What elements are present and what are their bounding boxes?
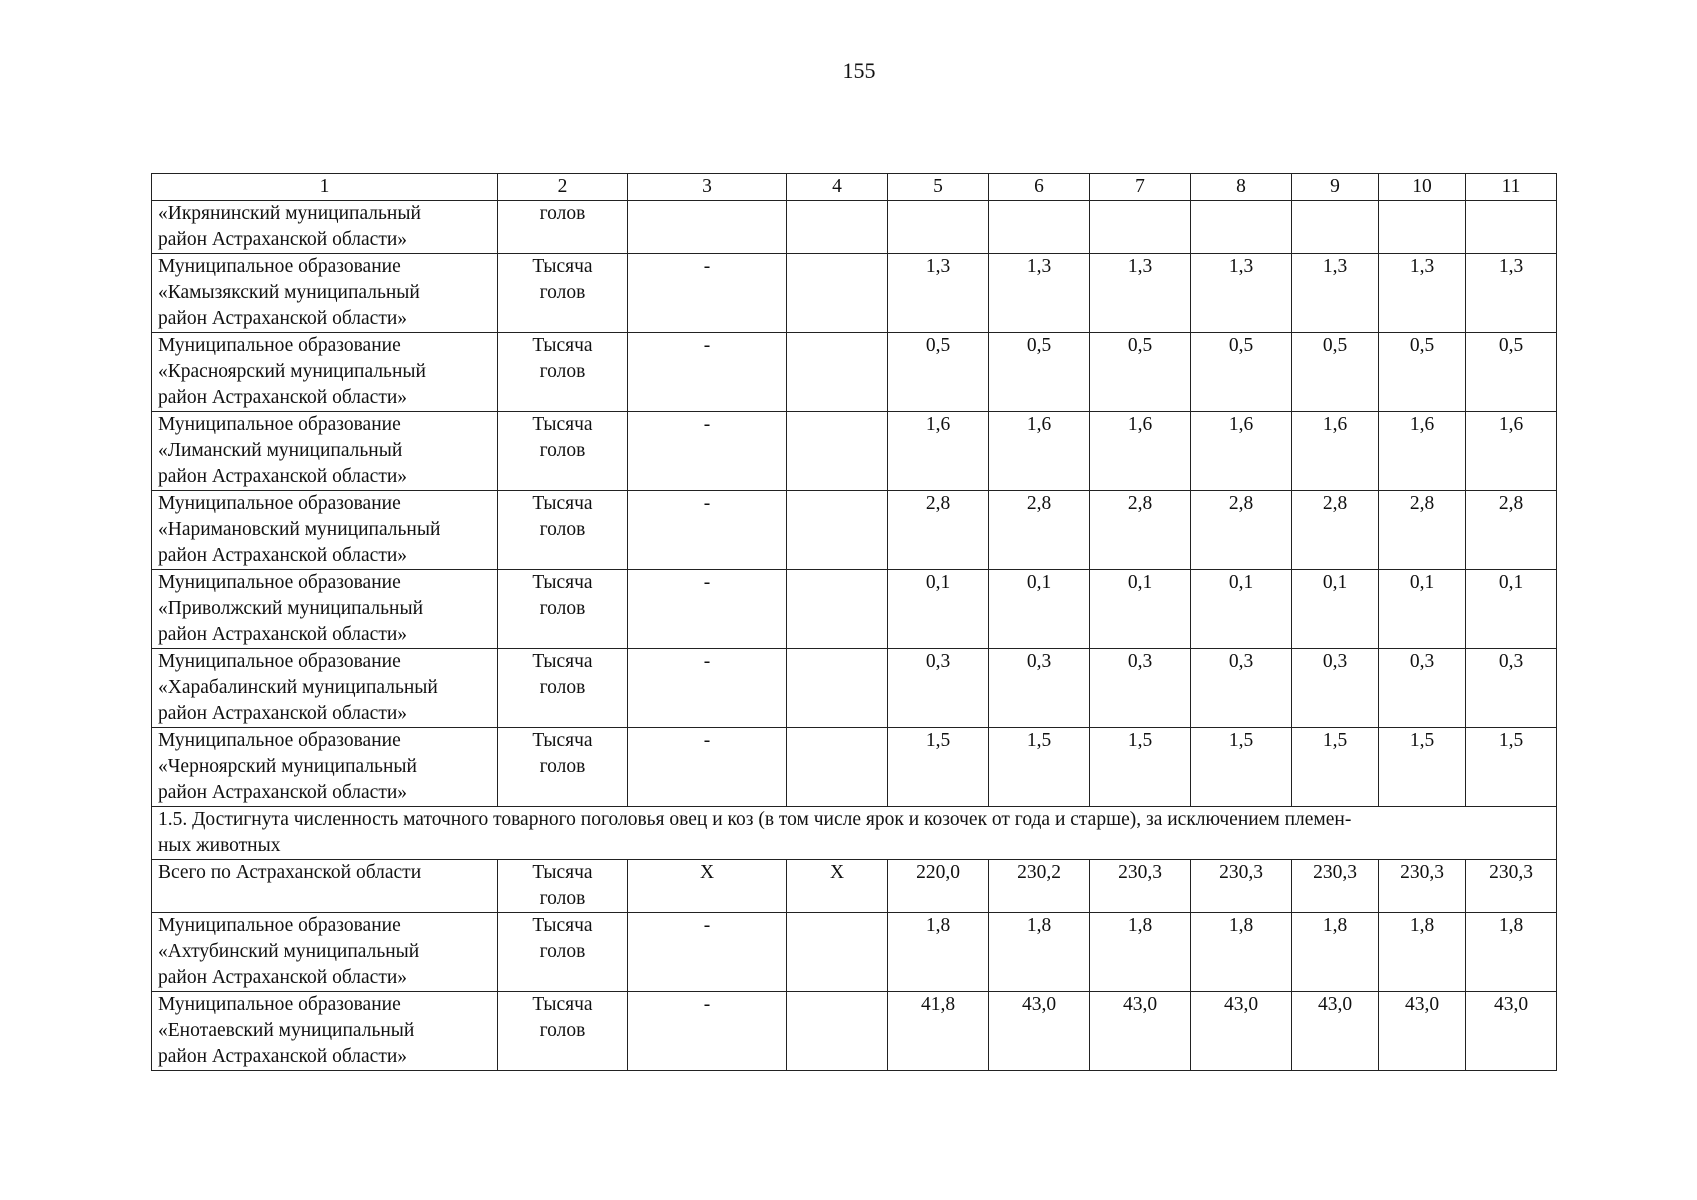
municipality-name-line: Муниципальное образование xyxy=(158,651,401,672)
section-heading-row xyxy=(152,807,1557,860)
data-table xyxy=(151,173,1557,1071)
value-cell-col-5 xyxy=(888,201,989,254)
municipality-name-cell xyxy=(152,412,498,491)
value-cell-col-9: 1,6 xyxy=(1292,412,1379,491)
column-4-cell xyxy=(787,254,888,333)
municipality-name-line: район Астраханской области» xyxy=(158,387,408,408)
value-cell-col-10: 43,0 xyxy=(1379,992,1466,1071)
municipality-name-line: район Астраханской области» xyxy=(158,624,408,645)
municipality-name-line: район Астраханской области» xyxy=(158,229,408,250)
value-cell-col-6: 1,8 xyxy=(989,913,1090,992)
column-number-6: 6 xyxy=(989,174,1090,201)
column-3-cell: - xyxy=(628,254,787,333)
value-cell-col-5: 220,0 xyxy=(888,860,989,913)
page-number: 155 xyxy=(842,58,876,83)
value-cell-col-11: 230,3 xyxy=(1466,860,1557,913)
value-cell-col-6: 0,3 xyxy=(989,649,1090,728)
municipality-name-cell xyxy=(152,570,498,649)
value-cell-col-5: 1,5 xyxy=(888,728,989,807)
municipality-name-line: Муниципальное образование xyxy=(158,335,401,356)
municipality-name-line: «Наримановский муниципальный xyxy=(158,519,441,540)
municipality-name-line: Муниципальное образование xyxy=(158,256,401,277)
municipality-name-cell xyxy=(152,728,498,807)
municipality-name-cell xyxy=(152,491,498,570)
unit-cell xyxy=(498,412,628,491)
column-3-cell: - xyxy=(628,333,787,412)
value-cell-col-8 xyxy=(1191,201,1292,254)
value-cell-col-11: 0,1 xyxy=(1466,570,1557,649)
value-cell-col-8: 1,6 xyxy=(1191,412,1292,491)
column-3-cell: - xyxy=(628,992,787,1071)
municipality-name-line: «Харабалинский муниципальный xyxy=(158,677,438,698)
section-heading-line: 1.5. Достигнута численность маточного товарного поголовья овец и коз (в том числе ярок и козочек от года и старше), за исключением племен- xyxy=(158,809,1352,830)
municipality-name-cell xyxy=(152,992,498,1071)
value-cell-col-7: 0,5 xyxy=(1090,333,1191,412)
value-cell-col-11: 0,5 xyxy=(1466,333,1557,412)
column-3-cell: - xyxy=(628,649,787,728)
value-cell-col-11: 1,8 xyxy=(1466,913,1557,992)
value-cell-col-7: 1,6 xyxy=(1090,412,1191,491)
unit-line: Тысяча xyxy=(532,493,593,514)
column-number-7: 7 xyxy=(1090,174,1191,201)
value-cell-col-5: 2,8 xyxy=(888,491,989,570)
column-3-cell: - xyxy=(628,570,787,649)
column-3-cell: - xyxy=(628,412,787,491)
value-cell-col-10: 1,6 xyxy=(1379,412,1466,491)
municipality-name-line: Муниципальное образование xyxy=(158,572,401,593)
unit-line: Тысяча xyxy=(532,256,593,277)
value-cell-col-8: 230,3 xyxy=(1191,860,1292,913)
municipality-name-line: Муниципальное образование xyxy=(158,493,401,514)
unit-cell xyxy=(498,860,628,913)
column-number-row xyxy=(152,174,1557,201)
column-3-cell xyxy=(628,201,787,254)
value-cell-col-5: 1,3 xyxy=(888,254,989,333)
column-4-cell xyxy=(787,491,888,570)
column-number-11: 11 xyxy=(1466,174,1557,201)
unit-cell xyxy=(498,491,628,570)
unit-line: голов xyxy=(539,1020,586,1041)
value-cell-col-5: 0,3 xyxy=(888,649,989,728)
value-cell-col-9: 1,3 xyxy=(1292,254,1379,333)
column-number-8: 8 xyxy=(1191,174,1292,201)
value-cell-col-6: 0,5 xyxy=(989,333,1090,412)
value-cell-col-11: 1,5 xyxy=(1466,728,1557,807)
column-4-cell xyxy=(787,992,888,1071)
unit-line: голов xyxy=(539,282,586,303)
column-4-cell xyxy=(787,201,888,254)
municipality-name-cell xyxy=(152,333,498,412)
value-cell-col-8: 43,0 xyxy=(1191,992,1292,1071)
unit-line: голов xyxy=(539,440,586,461)
value-cell-col-9: 0,3 xyxy=(1292,649,1379,728)
value-cell-col-6: 1,3 xyxy=(989,254,1090,333)
unit-cell xyxy=(498,728,628,807)
unit-line: голов xyxy=(539,756,586,777)
unit-cell xyxy=(498,649,628,728)
unit-line: голов xyxy=(539,941,586,962)
municipality-name-line: район Астраханской области» xyxy=(158,1046,408,1067)
municipality-name-cell xyxy=(152,860,498,913)
municipality-name-cell xyxy=(152,913,498,992)
unit-cell xyxy=(498,913,628,992)
column-number-3: 3 xyxy=(628,174,787,201)
value-cell-col-6: 2,8 xyxy=(989,491,1090,570)
municipality-name-line: Муниципальное образование xyxy=(158,414,401,435)
value-cell-col-5: 1,6 xyxy=(888,412,989,491)
value-cell-col-5: 1,8 xyxy=(888,913,989,992)
unit-line: Тысяча xyxy=(532,862,593,883)
value-cell-col-9: 1,5 xyxy=(1292,728,1379,807)
table-body xyxy=(152,174,1557,1071)
table-row xyxy=(152,649,1557,728)
value-cell-col-7: 0,1 xyxy=(1090,570,1191,649)
municipality-name-line: «Камызякский муниципальный xyxy=(158,282,420,303)
unit-cell xyxy=(498,570,628,649)
column-3-cell: - xyxy=(628,728,787,807)
column-3-cell: X xyxy=(628,860,787,913)
unit-line: Тысяча xyxy=(532,414,593,435)
section-heading xyxy=(152,807,1557,860)
municipality-name-line: район Астраханской области» xyxy=(158,782,408,803)
value-cell-col-9: 0,1 xyxy=(1292,570,1379,649)
value-cell-col-8: 0,3 xyxy=(1191,649,1292,728)
unit-line: Тысяча xyxy=(532,915,593,936)
value-cell-col-10: 1,5 xyxy=(1379,728,1466,807)
table-row xyxy=(152,201,1557,254)
value-cell-col-8: 1,3 xyxy=(1191,254,1292,333)
municipality-name-cell xyxy=(152,649,498,728)
municipality-name-line: Муниципальное образование xyxy=(158,915,401,936)
column-3-cell: - xyxy=(628,913,787,992)
unit-line: голов xyxy=(539,888,586,909)
unit-line: голов xyxy=(539,203,586,224)
value-cell-col-6: 1,5 xyxy=(989,728,1090,807)
value-cell-col-7: 230,3 xyxy=(1090,860,1191,913)
unit-line: Тысяча xyxy=(532,335,593,356)
unit-line: голов xyxy=(539,677,586,698)
unit-line: Тысяча xyxy=(532,651,593,672)
municipality-name-line: район Астраханской области» xyxy=(158,545,408,566)
unit-line: голов xyxy=(539,598,586,619)
value-cell-col-10: 1,3 xyxy=(1379,254,1466,333)
value-cell-col-9 xyxy=(1292,201,1379,254)
section-heading-line: ных животных xyxy=(158,835,281,856)
unit-line: голов xyxy=(539,361,586,382)
municipality-name-line: «Ахтубинский муниципальный xyxy=(158,941,420,962)
table-row xyxy=(152,491,1557,570)
column-4-cell xyxy=(787,570,888,649)
unit-cell xyxy=(498,201,628,254)
value-cell-col-7 xyxy=(1090,201,1191,254)
column-4-cell xyxy=(787,913,888,992)
column-number-4: 4 xyxy=(787,174,888,201)
value-cell-col-7: 1,5 xyxy=(1090,728,1191,807)
table-row xyxy=(152,333,1557,412)
municipality-name-line: Всего по Астраханской области xyxy=(158,862,422,883)
table-row xyxy=(152,412,1557,491)
value-cell-col-10: 230,3 xyxy=(1379,860,1466,913)
column-4-cell: X xyxy=(787,860,888,913)
value-cell-col-5: 0,5 xyxy=(888,333,989,412)
value-cell-col-5: 41,8 xyxy=(888,992,989,1071)
table-row xyxy=(152,992,1557,1071)
municipality-name-line: район Астраханской области» xyxy=(158,466,408,487)
value-cell-col-10: 0,5 xyxy=(1379,333,1466,412)
municipality-name-line: Муниципальное образование xyxy=(158,730,401,751)
value-cell-col-8: 0,1 xyxy=(1191,570,1292,649)
value-cell-col-8: 1,5 xyxy=(1191,728,1292,807)
column-4-cell xyxy=(787,728,888,807)
value-cell-col-6: 1,6 xyxy=(989,412,1090,491)
value-cell-col-7: 0,3 xyxy=(1090,649,1191,728)
value-cell-col-10: 2,8 xyxy=(1379,491,1466,570)
column-number-2: 2 xyxy=(498,174,628,201)
municipality-name-line: «Икрянинский муниципальный xyxy=(158,203,421,224)
value-cell-col-5: 0,1 xyxy=(888,570,989,649)
value-cell-col-7: 1,8 xyxy=(1090,913,1191,992)
value-cell-col-7: 43,0 xyxy=(1090,992,1191,1071)
municipality-name-line: «Красноярский муниципальный xyxy=(158,361,426,382)
column-4-cell xyxy=(787,333,888,412)
value-cell-col-6: 43,0 xyxy=(989,992,1090,1071)
value-cell-col-6 xyxy=(989,201,1090,254)
table-row xyxy=(152,570,1557,649)
value-cell-col-11: 1,6 xyxy=(1466,412,1557,491)
table-row xyxy=(152,728,1557,807)
value-cell-col-11 xyxy=(1466,201,1557,254)
table-row xyxy=(152,254,1557,333)
value-cell-col-11: 43,0 xyxy=(1466,992,1557,1071)
value-cell-col-7: 2,8 xyxy=(1090,491,1191,570)
column-number-9: 9 xyxy=(1292,174,1379,201)
value-cell-col-9: 2,8 xyxy=(1292,491,1379,570)
unit-line: голов xyxy=(539,519,586,540)
column-number-1: 1 xyxy=(152,174,498,201)
municipality-name-line: район Астраханской области» xyxy=(158,308,408,329)
value-cell-col-11: 0,3 xyxy=(1466,649,1557,728)
value-cell-col-6: 230,2 xyxy=(989,860,1090,913)
column-number-5: 5 xyxy=(888,174,989,201)
value-cell-col-11: 2,8 xyxy=(1466,491,1557,570)
municipality-name-line: «Лиманский муниципальный xyxy=(158,440,403,461)
column-4-cell xyxy=(787,412,888,491)
unit-cell xyxy=(498,992,628,1071)
table-row xyxy=(152,860,1557,913)
municipality-name-line: «Енотаевский муниципальный xyxy=(158,1020,415,1041)
municipality-name-line: Муниципальное образование xyxy=(158,994,401,1015)
value-cell-col-10: 1,8 xyxy=(1379,913,1466,992)
value-cell-col-7: 1,3 xyxy=(1090,254,1191,333)
value-cell-col-9: 230,3 xyxy=(1292,860,1379,913)
column-3-cell: - xyxy=(628,491,787,570)
column-number-10: 10 xyxy=(1379,174,1466,201)
column-4-cell xyxy=(787,649,888,728)
unit-line: Тысяча xyxy=(532,572,593,593)
value-cell-col-9: 43,0 xyxy=(1292,992,1379,1071)
value-cell-col-8: 0,5 xyxy=(1191,333,1292,412)
municipality-name-line: «Черноярский муниципальный xyxy=(158,756,417,777)
unit-line: Тысяча xyxy=(532,994,593,1015)
table-row xyxy=(152,913,1557,992)
value-cell-col-8: 2,8 xyxy=(1191,491,1292,570)
unit-line: Тысяча xyxy=(532,730,593,751)
unit-cell xyxy=(498,254,628,333)
value-cell-col-10: 0,1 xyxy=(1379,570,1466,649)
value-cell-col-10 xyxy=(1379,201,1466,254)
municipality-name-cell xyxy=(152,201,498,254)
value-cell-col-6: 0,1 xyxy=(989,570,1090,649)
value-cell-col-8: 1,8 xyxy=(1191,913,1292,992)
unit-cell xyxy=(498,333,628,412)
municipality-name-line: район Астраханской области» xyxy=(158,967,408,988)
value-cell-col-10: 0,3 xyxy=(1379,649,1466,728)
municipality-name-cell xyxy=(152,254,498,333)
value-cell-col-11: 1,3 xyxy=(1466,254,1557,333)
municipality-name-line: район Астраханской области» xyxy=(158,703,408,724)
municipality-name-line: «Приволжский муниципальный xyxy=(158,598,424,619)
value-cell-col-9: 1,8 xyxy=(1292,913,1379,992)
value-cell-col-9: 0,5 xyxy=(1292,333,1379,412)
